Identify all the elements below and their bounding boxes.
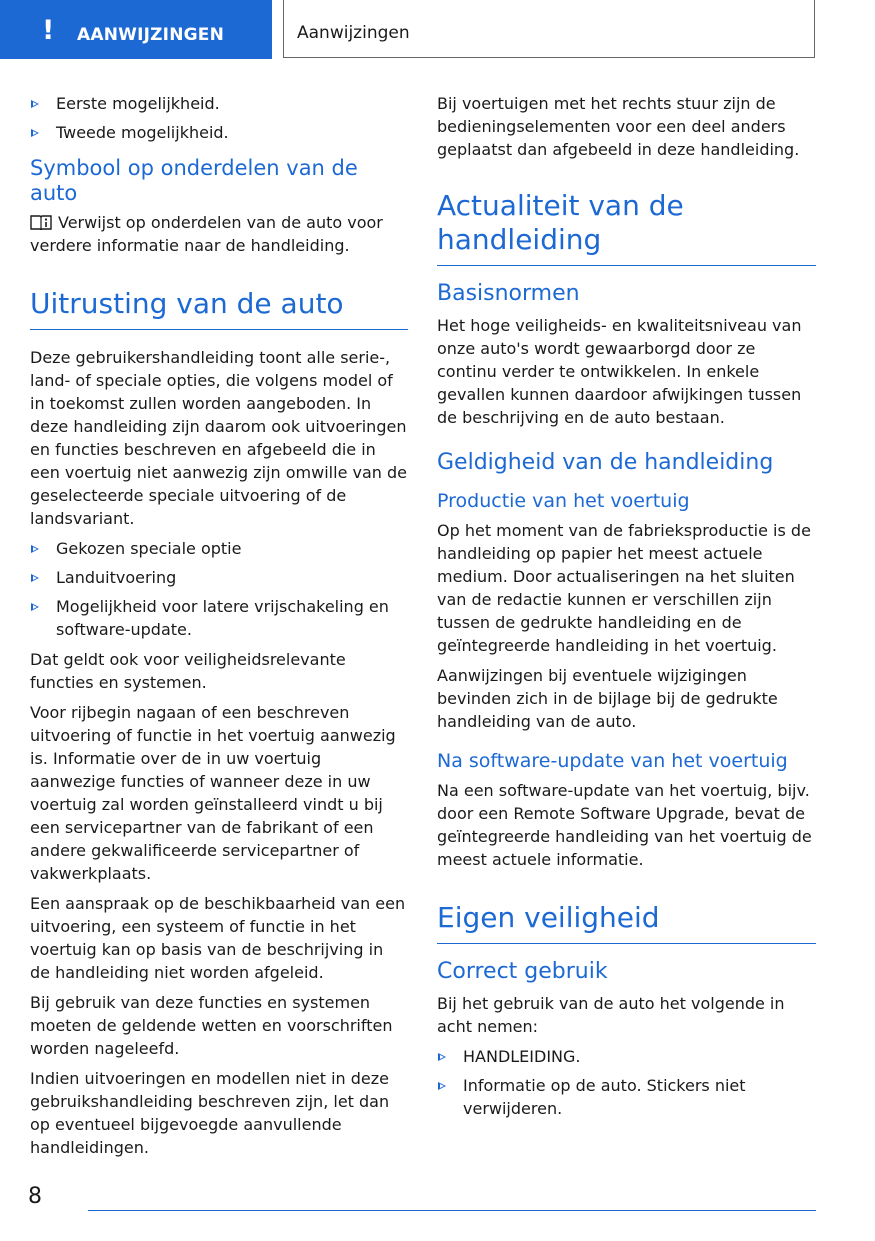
production-paragraph: Op het moment van de fabrieksproductie is de handleiding op papier het meest actuele medium. Door actualiseringen na het sluiten van de redactie kunnen er verschillen zijn tussen de gedrukte handleiding en de geïntegreerde handleiding in het voertuig. <box>437 521 811 655</box>
section-title: Aanwijzingen <box>297 23 410 43</box>
safety-heading: Eigen veiligheid <box>437 901 816 944</box>
basic-norms-heading: Basisnormen <box>437 281 580 306</box>
rhd-paragraph: Bij voertuigen met het rechts stuur zijn de bedieningselementen voor een deel anders geplaatst dan afgebeeld in deze handleiding. <box>437 94 800 159</box>
software-update-paragraph: Na een software-update van het voertuig, bijv. door een Remote Software Upgrade, bevat de geïntegreerde handleiding van het voertuig de meest actuele informatie. <box>437 781 812 869</box>
equipment-paragraph: Een aanspraak op de beschikbaarheid van een uitvoering, een systeem of functie in het voertuig kan op basis van de beschrijving in de handleiding niet worden afgeleid. <box>30 894 406 982</box>
list-item: HANDLEIDING. <box>437 1045 816 1068</box>
chapter-tab <box>0 0 272 59</box>
triangle-bullet-icon <box>438 1053 446 1061</box>
left-column <box>30 92 408 1166</box>
list-item: Informatie op de auto. Stickers niet verwijderen. <box>437 1074 816 1120</box>
equipment-paragraph: Deze gebruikershandleiding toont alle serie-, land- of speciale opties, die volgens model of in toekomst zullen worden aangeboden. In deze handleiding zijn daarom ook uitvoeringen en functies beschreven en afgebeeld die in een voertuig niet aanwezig zijn omwille van de geselecteerde speciale uitvoering of de landsvariant. <box>30 348 407 528</box>
triangle-bullet-icon <box>31 129 39 137</box>
production-paragraph: Aanwijzingen bij eventuele wijzigingen bevinden zich in de bijlage bij de gedrukte handleiding van de auto. <box>437 666 778 731</box>
book-info-icon <box>30 214 52 230</box>
basic-norms-paragraph: Het hoge veiligheids- en kwaliteitsniveau van onze auto's wordt gewaarborgd door ze continu verder te ontwikkelen. In enkele gevallen kunnen daardoor afwijkingen tussen de beschrijving en de auto bestaan. <box>437 316 802 427</box>
footer-divider <box>88 1210 816 1211</box>
equipment-paragraph: Indien uitvoeringen en modellen niet in deze gebruikshandleiding beschreven zijn, let dan op eventueel bijgevoegde aanvullende handleidingen. <box>30 1069 390 1157</box>
list-item: Tweede mogelijkheid. <box>30 121 408 144</box>
chapter-tab-label: AANWIJZINGEN <box>77 25 225 45</box>
correct-use-bullet-list <box>437 1045 816 1120</box>
correct-use-heading: Correct gebruik <box>437 959 608 984</box>
symbol-paragraph: Verwijst op onderdelen van de auto voor verdere informatie naar de handleiding. <box>30 213 383 255</box>
equipment-paragraph: Bij gebruik van deze functies en systemen moeten de geldende wetten en voorschriften worden nageleefd. <box>30 993 393 1058</box>
equipment-paragraph: Dat geldt ook voor veiligheidsrelevante functies en systemen. <box>30 650 346 692</box>
list-item: Mogelijkheid voor latere vrijschakeling en software-update. <box>30 595 408 641</box>
equipment-heading: Uitrusting van de auto <box>30 287 408 330</box>
triangle-bullet-icon <box>31 100 39 108</box>
equipment-bullet-list <box>30 537 408 641</box>
right-column <box>437 92 816 1127</box>
symbol-heading: Symbool op onderdelen van de auto <box>30 156 358 205</box>
exclamation-icon: ! <box>42 15 55 46</box>
triangle-bullet-icon <box>31 603 39 611</box>
production-heading: Productie van het voertuig <box>437 490 690 512</box>
correct-use-paragraph: Bij het gebruik van de auto het volgende in acht nemen: <box>437 994 785 1036</box>
intro-bullet-list <box>30 92 408 144</box>
list-item: Eerste mogelijkheid. <box>30 92 408 115</box>
actuality-heading: Actualiteit van de handleiding <box>437 189 816 266</box>
section-header <box>283 0 815 58</box>
triangle-bullet-icon <box>438 1082 446 1090</box>
software-update-heading: Na software-update van het voertuig <box>437 750 788 772</box>
validity-heading: Geldigheid van de handleiding <box>437 450 774 475</box>
triangle-bullet-icon <box>31 545 39 553</box>
list-item: Landuitvoering <box>30 566 408 589</box>
page-number: 8 <box>28 1184 42 1209</box>
equipment-paragraph: Voor rijbegin nagaan of een beschreven uitvoering of functie in het voertuig aanwezig is. Informatie over de in uw voertuig aanwezige functies of wanneer deze in uw voertuig zal worden geïnstalleerd vindt u bij een servicepartner van de fabrikant of een andere gekwalificeerde servicepartner of vakwerkplaats. <box>30 703 396 883</box>
list-item: Gekozen speciale optie <box>30 537 408 560</box>
triangle-bullet-icon <box>31 574 39 582</box>
